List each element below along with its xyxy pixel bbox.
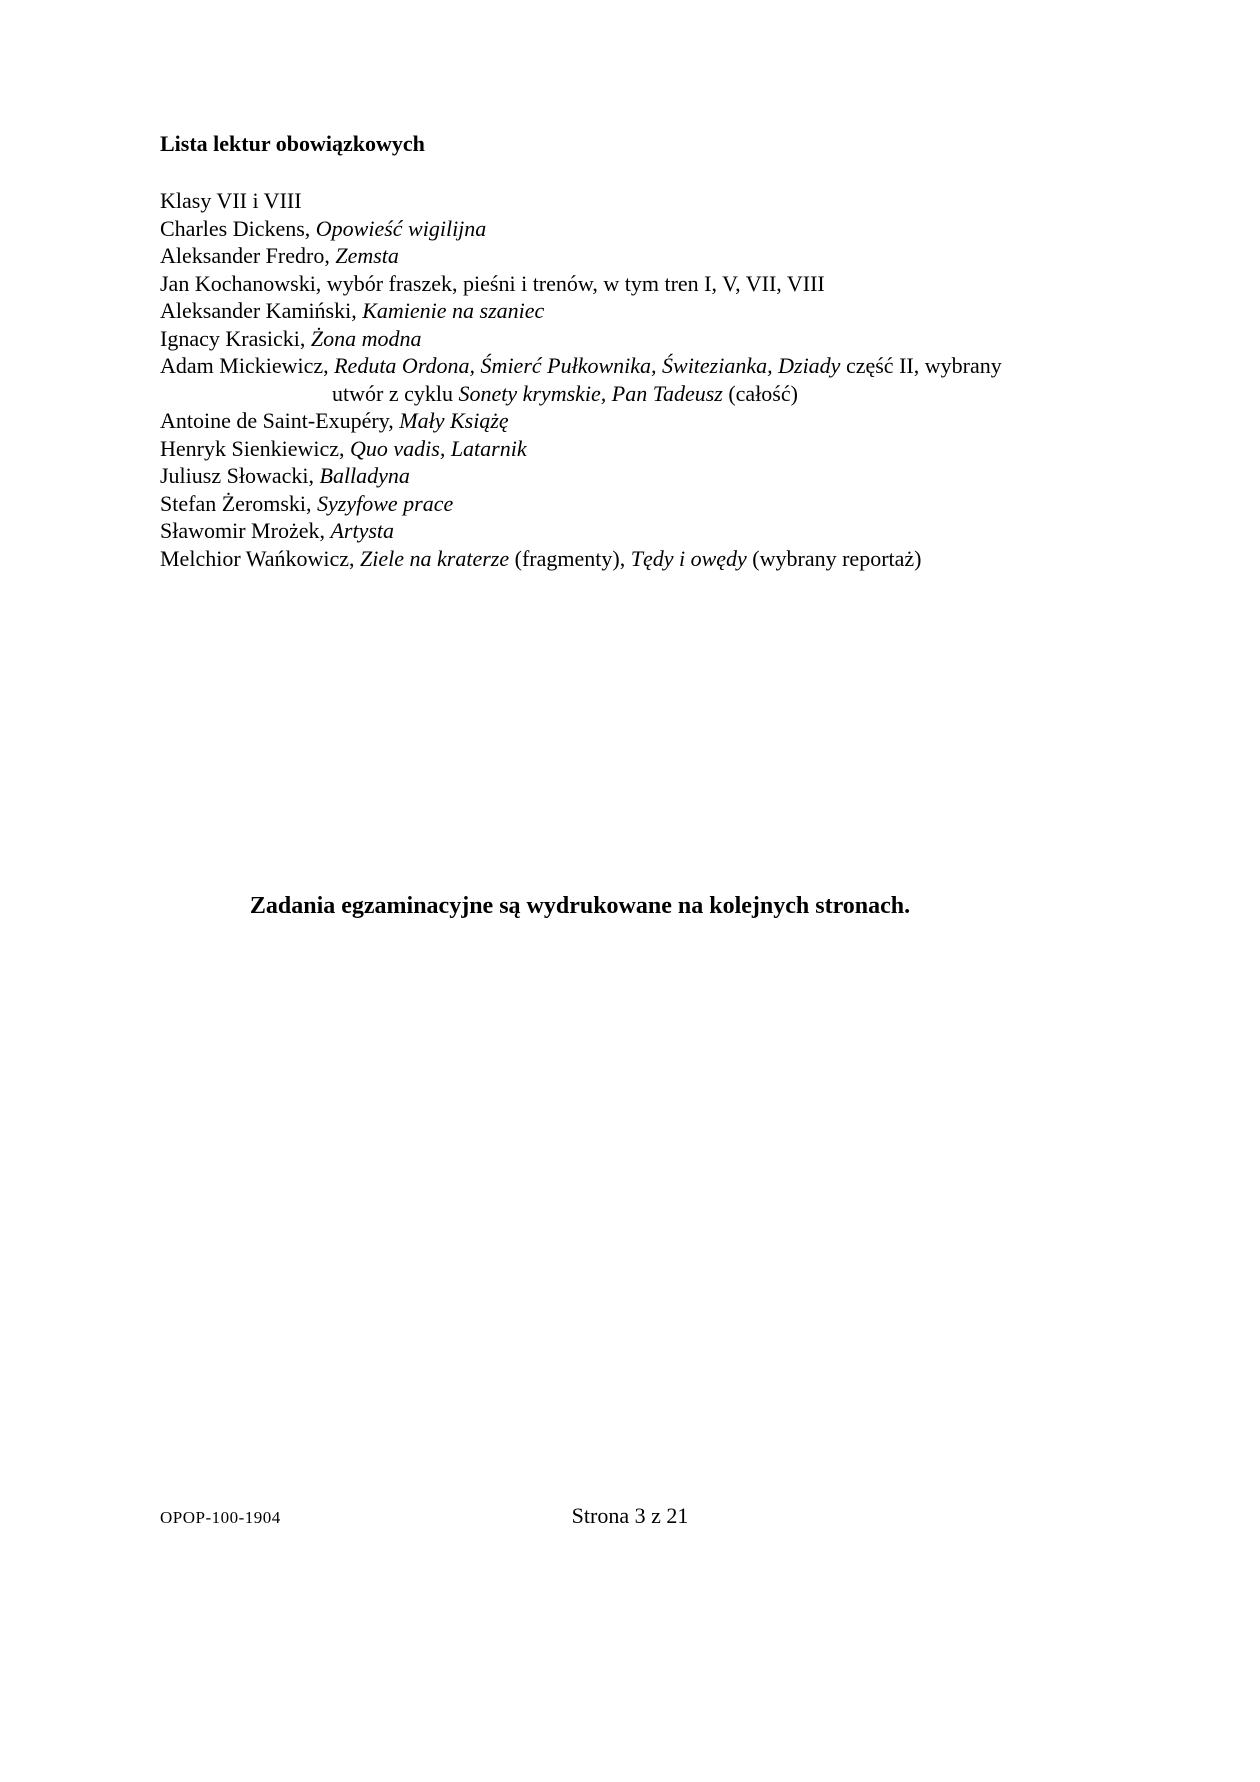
author-text: Ignacy Krasicki, [160, 325, 311, 351]
author-text: Sławomir Mrożek, [160, 518, 331, 543]
list-line [160, 435, 1140, 463]
author-text: Henryk Sienkiewicz, [160, 435, 350, 461]
page-number: Strona 3 z 21 [571, 1503, 689, 1528]
work-title-text: Opowieść wigilijna [315, 215, 487, 241]
author-text: Stefan Żeromski, [160, 490, 318, 516]
list-line [160, 187, 1140, 215]
author-text: Jan Kochanowski, wybór fraszek, pieśni i trenów, w tym tren I, V, VII, VIII [160, 270, 825, 296]
work-title-text: Sonety krymskie, Pan Tadeusz [458, 380, 723, 406]
exam-notice: Zadania egzaminacyjne są wydrukowane na kolejnych stronach. [249, 893, 911, 919]
author-text: część II, wybrany [840, 353, 1002, 378]
author-text: (wybrany reportaż) [746, 545, 922, 571]
list-line [160, 545, 1140, 573]
list-line [160, 380, 1140, 408]
page-footer [160, 1503, 1100, 1533]
work-title-text: Ziele na kraterze [360, 545, 510, 571]
work-title-text: Quo vadis, Latarnik [350, 435, 527, 461]
list-line [160, 242, 1140, 270]
list-line [160, 270, 1140, 298]
author-text: Charles Dickens, [160, 215, 316, 241]
work-title-text: Balladyna [319, 463, 410, 488]
list-line [160, 490, 1140, 518]
list-line [160, 352, 1140, 380]
author-text: Juliusz Słowacki, [160, 463, 320, 488]
page-title: Lista lektur obowiązkowych [160, 131, 425, 156]
work-title-text: Tędy i owędy [630, 545, 747, 571]
work-title-text: Mały Książę [399, 408, 509, 433]
list-line [160, 215, 1140, 243]
document-code: OPOP-100-1904 [160, 1508, 281, 1527]
work-title-text: Reduta Ordona, Śmierć Pułkownika, Świtezianka, Dziady [334, 353, 841, 378]
author-text: utwór z cyklu [332, 380, 459, 406]
document-content [160, 130, 1140, 572]
list-line [160, 407, 1140, 435]
author-text: Aleksander Kamiński, [160, 298, 363, 323]
list-line [160, 325, 1140, 353]
author-text: (całość) [722, 380, 798, 406]
reading-list [160, 187, 1140, 572]
work-title-text: Zemsta [335, 243, 399, 268]
work-title-text: Żona modna [310, 325, 422, 351]
work-title-text: Syzyfowe prace [317, 490, 454, 516]
author-text: (fragmenty), [509, 545, 631, 571]
author-text: Klasy VII i VIII [160, 188, 302, 213]
work-title-text: Kamienie na szaniec [362, 298, 545, 323]
list-line [160, 517, 1140, 545]
author-text: Adam Mickiewicz, [160, 353, 335, 378]
list-line [160, 297, 1140, 325]
author-text: Aleksander Fredro, [160, 243, 336, 268]
author-text: Melchior Wańkowicz, [160, 545, 361, 571]
work-title-text: Artysta [330, 518, 395, 543]
list-line [160, 462, 1140, 490]
author-text: Antoine de Saint-Exupéry, [160, 408, 400, 433]
